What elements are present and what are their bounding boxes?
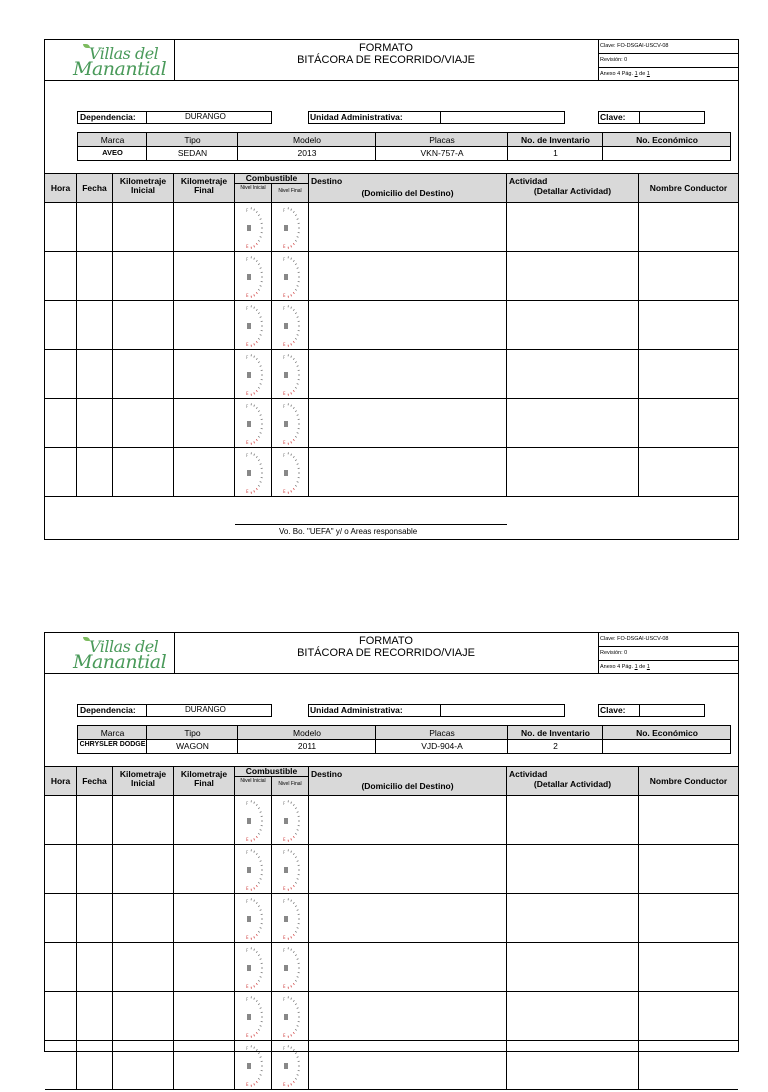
svg-text:E: E — [283, 293, 286, 298]
fuel-gauge-icon — [282, 452, 302, 494]
svg-text:E: E — [246, 935, 249, 940]
divider — [440, 704, 441, 717]
nivel-final-cell[interactable] — [272, 448, 309, 496]
fuel-gauge-icon — [282, 354, 302, 396]
modelo-header: Modelo — [238, 135, 376, 145]
destino-cell[interactable] — [309, 203, 507, 251]
table-row — [45, 943, 738, 992]
destino-cell[interactable] — [309, 796, 507, 844]
svg-text:F: F — [283, 801, 286, 806]
table-row — [45, 1041, 738, 1090]
fuel-gauge-icon — [245, 452, 265, 494]
destino-cell[interactable] — [309, 992, 507, 1040]
form-header — [45, 633, 738, 674]
fuel-gauge-icon — [245, 207, 265, 249]
km-final-cell[interactable] — [174, 1041, 235, 1089]
form-title — [174, 633, 599, 673]
meta-clave: Clave: FO-DSGAI-USCV-08 — [598, 40, 739, 54]
svg-text:F: F — [246, 801, 249, 806]
svg-text:F: F — [246, 899, 249, 904]
conductor-cell[interactable] — [639, 796, 738, 844]
nivel-final-cell[interactable] — [272, 943, 309, 991]
title-line-2: BITÁCORA DE RECORRIDO/VIAJE — [174, 647, 598, 660]
svg-text:E: E — [246, 837, 249, 842]
nivel-final-cell[interactable] — [272, 1041, 309, 1089]
nivel-final-cell[interactable] — [272, 252, 309, 300]
svg-text:F: F — [246, 208, 249, 213]
svg-text:E: E — [283, 1033, 286, 1038]
km-inicial-cell[interactable] — [113, 943, 174, 991]
hora-cell[interactable] — [45, 796, 77, 844]
svg-text:F: F — [246, 1046, 249, 1051]
fuel-gauge-icon — [282, 800, 302, 842]
km-final-cell[interactable] — [174, 845, 235, 893]
trip-log-form-1 — [44, 39, 739, 540]
fecha-cell[interactable] — [77, 796, 113, 844]
placas-header: Placas — [376, 728, 508, 738]
actividad-cell[interactable] — [507, 252, 639, 300]
table-row — [45, 252, 738, 301]
fecha-cell[interactable] — [77, 399, 113, 447]
svg-text:F: F — [283, 850, 286, 855]
nivel-final-cell[interactable] — [272, 894, 309, 942]
title-line-1: FORMATO — [174, 42, 598, 54]
svg-text:E: E — [246, 293, 249, 298]
km-final-cell[interactable] — [174, 399, 235, 447]
table-row — [45, 350, 738, 399]
km-final-cell[interactable] — [174, 943, 235, 991]
km-inicial-header: Kilometraje Inicial — [113, 174, 174, 202]
conductor-cell[interactable] — [639, 845, 738, 893]
actividad-cell[interactable] — [507, 943, 639, 991]
table-row — [45, 845, 738, 894]
km-inicial-cell[interactable] — [113, 894, 174, 942]
svg-text:F: F — [283, 404, 286, 409]
document-meta — [598, 633, 739, 673]
destino-cell[interactable] — [309, 845, 507, 893]
nivel-inicial-cell[interactable] — [235, 350, 272, 398]
nivel-final-header: Nivel Final — [272, 781, 308, 787]
svg-text:E: E — [246, 984, 249, 989]
km-inicial-cell[interactable] — [113, 252, 174, 300]
hora-cell[interactable] — [45, 845, 77, 893]
form-header — [45, 40, 738, 81]
inventario-value: 1 — [508, 148, 603, 158]
log-table-header — [45, 766, 738, 796]
svg-text:F: F — [246, 997, 249, 1002]
svg-text:F: F — [283, 257, 286, 262]
fuel-gauge-icon — [245, 898, 265, 940]
hora-cell[interactable] — [45, 943, 77, 991]
signature-line — [235, 524, 507, 525]
km-final-header: Kilometraje Final — [174, 174, 235, 202]
meta-revision: Revisión: 0 — [598, 647, 739, 661]
fecha-cell[interactable] — [77, 448, 113, 496]
fecha-cell[interactable] — [77, 1041, 113, 1089]
conductor-cell[interactable] — [639, 894, 738, 942]
svg-text:F: F — [246, 948, 249, 953]
logo-line-1: Villas del — [89, 637, 158, 656]
economico-header: No. Económico — [603, 728, 731, 738]
modelo-header: Modelo — [238, 728, 376, 738]
clave-label: Clave: — [600, 112, 626, 122]
nivel-inicial-cell[interactable] — [235, 943, 272, 991]
nivel-final-cell[interactable] — [272, 301, 309, 349]
hora-header: Hora — [45, 174, 77, 202]
hora-cell[interactable] — [45, 1041, 77, 1089]
clave-label: Clave: — [600, 705, 626, 715]
marca-value: AVEO — [78, 148, 147, 157]
svg-text:E: E — [246, 440, 249, 445]
marca-header: Marca — [78, 135, 147, 145]
logo — [45, 40, 175, 80]
meta-anexo: Anexo 4 Pág. 1 de 1 — [598, 661, 739, 674]
fecha-cell[interactable] — [77, 252, 113, 300]
svg-text:F: F — [246, 257, 249, 262]
actividad-header: Actividad (Detallar Actividad) — [507, 174, 639, 202]
nivel-inicial-cell[interactable] — [235, 301, 272, 349]
vehicle-table — [77, 132, 731, 161]
svg-text:E: E — [246, 1082, 249, 1087]
km-inicial-cell[interactable] — [113, 845, 174, 893]
km-inicial-cell[interactable] — [113, 399, 174, 447]
logo-line-1: Villas del — [89, 44, 158, 63]
km-final-cell[interactable] — [174, 894, 235, 942]
hora-cell[interactable] — [45, 992, 77, 1040]
fuel-gauge-icon — [245, 305, 265, 347]
meta-revision: Revisión: 0 — [598, 54, 739, 68]
divider — [639, 704, 640, 717]
table-row — [45, 399, 738, 448]
svg-text:E: E — [246, 244, 249, 249]
inventario-header: No. de Inventario — [508, 135, 603, 145]
nivel-final-cell[interactable] — [272, 399, 309, 447]
destino-cell[interactable] — [309, 1041, 507, 1089]
svg-text:E: E — [246, 391, 249, 396]
nivel-inicial-cell[interactable] — [235, 252, 272, 300]
destino-header: Destino (Domicilio del Destino) — [309, 174, 507, 202]
modelo-value: 2013 — [238, 148, 376, 158]
fecha-cell[interactable] — [77, 992, 113, 1040]
modelo-value: 2011 — [238, 741, 376, 751]
svg-text:E: E — [283, 886, 286, 891]
svg-text:E: E — [283, 837, 286, 842]
destino-header: Destino (Domicilio del Destino) — [309, 767, 507, 795]
svg-text:E: E — [283, 244, 286, 249]
svg-text:E: E — [283, 984, 286, 989]
meta-anexo: Anexo 4 Pág. 1 de 1 — [598, 68, 739, 81]
nivel-final-cell[interactable] — [272, 796, 309, 844]
fuel-gauge-icon — [245, 996, 265, 1038]
conductor-cell[interactable] — [639, 448, 738, 496]
divider — [146, 704, 147, 717]
km-final-header: Kilometraje Final — [174, 767, 235, 795]
svg-text:E: E — [283, 342, 286, 347]
fecha-cell[interactable] — [77, 845, 113, 893]
km-inicial-cell[interactable] — [113, 301, 174, 349]
combustible-header: Combustible Nivel Inicial Nivel Final — [235, 767, 309, 795]
svg-text:F: F — [246, 306, 249, 311]
hora-cell[interactable] — [45, 894, 77, 942]
nivel-final-cell[interactable] — [272, 992, 309, 1040]
divider — [440, 111, 441, 124]
svg-text:E: E — [246, 1033, 249, 1038]
table-row — [45, 203, 738, 252]
actividad-cell[interactable] — [507, 203, 639, 251]
table-row — [45, 894, 738, 943]
meta-clave: Clave: FO-DSGAI-USCV-08 — [598, 633, 739, 647]
svg-text:F: F — [246, 404, 249, 409]
conductor-cell[interactable] — [639, 301, 738, 349]
inventario-header: No. de Inventario — [508, 728, 603, 738]
actividad-cell[interactable] — [507, 399, 639, 447]
destino-cell[interactable] — [309, 943, 507, 991]
fuel-gauge-icon — [282, 996, 302, 1038]
actividad-cell[interactable] — [507, 350, 639, 398]
conductor-cell[interactable] — [639, 1041, 738, 1089]
actividad-header: Actividad (Detallar Actividad) — [507, 767, 639, 795]
conductor-cell[interactable] — [639, 943, 738, 991]
km-inicial-cell[interactable] — [113, 796, 174, 844]
svg-text:E: E — [283, 489, 286, 494]
combustible-header: Combustible Nivel Inicial Nivel Final — [235, 174, 309, 202]
tipo-value: SEDAN — [147, 148, 238, 158]
svg-text:F: F — [246, 355, 249, 360]
form-title — [174, 40, 599, 80]
tipo-header: Tipo — [147, 135, 238, 145]
fuel-gauge-icon — [245, 354, 265, 396]
placas-header: Placas — [376, 135, 508, 145]
km-final-cell[interactable] — [174, 992, 235, 1040]
nivel-final-cell[interactable] — [272, 203, 309, 251]
fecha-cell[interactable] — [77, 301, 113, 349]
km-inicial-cell[interactable] — [113, 448, 174, 496]
dependencia-label: Dependencia: — [80, 705, 136, 715]
actividad-cell[interactable] — [507, 448, 639, 496]
fuel-gauge-icon — [245, 849, 265, 891]
actividad-cell[interactable] — [507, 992, 639, 1040]
signature-label: Vo. Bo. "UEFA" y/ o Areas responsable — [279, 527, 417, 536]
destino-cell[interactable] — [309, 350, 507, 398]
fuel-gauge-icon — [245, 1045, 265, 1087]
km-inicial-header: Kilometraje Inicial — [113, 767, 174, 795]
hora-cell[interactable] — [45, 399, 77, 447]
unidad-label: Unidad Administrativa: — [310, 112, 403, 122]
nivel-inicial-cell[interactable] — [235, 448, 272, 496]
conductor-cell[interactable] — [639, 203, 738, 251]
svg-text:F: F — [283, 997, 286, 1002]
svg-text:E: E — [283, 1082, 286, 1087]
nivel-final-header: Nivel Final — [272, 188, 308, 194]
destino-cell[interactable] — [309, 399, 507, 447]
km-inicial-cell[interactable] — [113, 203, 174, 251]
title-line-2: BITÁCORA DE RECORRIDO/VIAJE — [174, 54, 598, 67]
inventario-value: 2 — [508, 741, 603, 751]
hora-cell[interactable] — [45, 301, 77, 349]
nivel-final-cell[interactable] — [272, 845, 309, 893]
trip-log-form-2 — [44, 632, 739, 1052]
fuel-gauge-icon — [282, 1045, 302, 1087]
fuel-gauge-icon — [282, 207, 302, 249]
nivel-inicial-cell[interactable] — [235, 399, 272, 447]
km-inicial-cell[interactable] — [113, 350, 174, 398]
title-line-1: FORMATO — [174, 635, 598, 647]
destino-cell[interactable] — [309, 448, 507, 496]
svg-text:F: F — [283, 1046, 286, 1051]
fuel-gauge-icon — [245, 947, 265, 989]
table-row — [45, 796, 738, 845]
actividad-cell[interactable] — [507, 301, 639, 349]
divider — [146, 111, 147, 124]
dependencia-value: DURANGO — [185, 112, 226, 121]
svg-text:E: E — [283, 935, 286, 940]
actividad-cell[interactable] — [507, 1041, 639, 1089]
hora-header: Hora — [45, 767, 77, 795]
fuel-gauge-icon — [282, 256, 302, 298]
document-meta — [598, 40, 739, 80]
logo-line-2: Manantial — [73, 651, 166, 673]
km-final-cell[interactable] — [174, 301, 235, 349]
fecha-cell[interactable] — [77, 203, 113, 251]
svg-text:F: F — [283, 208, 286, 213]
fuel-gauge-icon — [282, 849, 302, 891]
nivel-inicial-cell[interactable] — [235, 203, 272, 251]
fuel-gauge-icon — [245, 256, 265, 298]
tipo-header: Tipo — [147, 728, 238, 738]
nivel-inicial-header: Nivel Inicial — [235, 185, 271, 191]
logo — [45, 633, 175, 673]
hora-cell[interactable] — [45, 350, 77, 398]
destino-cell[interactable] — [309, 894, 507, 942]
fuel-gauge-icon — [282, 947, 302, 989]
tipo-value: WAGON — [147, 741, 238, 751]
nivel-final-cell[interactable] — [272, 350, 309, 398]
svg-text:F: F — [283, 355, 286, 360]
conductor-header: Nombre Conductor — [639, 767, 738, 795]
fuel-gauge-icon — [282, 403, 302, 445]
svg-text:E: E — [246, 489, 249, 494]
svg-text:F: F — [246, 453, 249, 458]
conductor-cell[interactable] — [639, 350, 738, 398]
conductor-header: Nombre Conductor — [639, 174, 738, 202]
svg-text:F: F — [283, 899, 286, 904]
hora-cell[interactable] — [45, 203, 77, 251]
actividad-cell[interactable] — [507, 894, 639, 942]
logo-line-2: Manantial — [73, 58, 166, 80]
nivel-inicial-cell[interactable] — [235, 845, 272, 893]
divider — [639, 111, 640, 124]
table-row — [45, 301, 738, 350]
economico-header: No. Económico — [603, 135, 731, 145]
fecha-header: Fecha — [77, 174, 113, 202]
table-row — [45, 992, 738, 1041]
nivel-inicial-cell[interactable] — [235, 992, 272, 1040]
dependencia-value: DURANGO — [185, 705, 226, 714]
conductor-cell[interactable] — [639, 992, 738, 1040]
hora-cell[interactable] — [45, 448, 77, 496]
fuel-gauge-icon — [282, 305, 302, 347]
fecha-header: Fecha — [77, 767, 113, 795]
hora-cell[interactable] — [45, 252, 77, 300]
vehicle-table — [77, 725, 731, 754]
svg-text:F: F — [246, 850, 249, 855]
actividad-cell[interactable] — [507, 845, 639, 893]
km-final-cell[interactable] — [174, 350, 235, 398]
svg-text:F: F — [283, 453, 286, 458]
km-inicial-cell[interactable] — [113, 1041, 174, 1089]
placas-value: VJD-904-A — [376, 741, 508, 751]
svg-text:F: F — [283, 948, 286, 953]
destino-cell[interactable] — [309, 252, 507, 300]
conductor-cell[interactable] — [639, 252, 738, 300]
fecha-cell[interactable] — [77, 943, 113, 991]
km-final-cell[interactable] — [174, 448, 235, 496]
km-inicial-cell[interactable] — [113, 992, 174, 1040]
fuel-gauge-icon — [245, 800, 265, 842]
km-final-cell[interactable] — [174, 796, 235, 844]
actividad-cell[interactable] — [507, 796, 639, 844]
conductor-cell[interactable] — [639, 399, 738, 447]
nivel-inicial-cell[interactable] — [235, 796, 272, 844]
fuel-gauge-icon — [282, 898, 302, 940]
table-row — [45, 448, 738, 497]
destino-cell[interactable] — [309, 301, 507, 349]
fuel-gauge-icon — [245, 403, 265, 445]
fecha-cell[interactable] — [77, 350, 113, 398]
svg-text:E: E — [246, 886, 249, 891]
svg-text:E: E — [246, 342, 249, 347]
nivel-inicial-header: Nivel Inicial — [235, 778, 271, 784]
nivel-inicial-cell[interactable] — [235, 1041, 272, 1089]
dependencia-label: Dependencia: — [80, 112, 136, 122]
marca-header: Marca — [78, 728, 147, 738]
unidad-label: Unidad Administrativa: — [310, 705, 403, 715]
placas-value: VKN-757-A — [376, 148, 508, 158]
marca-value: CHRYSLER DODGE — [78, 741, 147, 748]
svg-text:E: E — [283, 440, 286, 445]
svg-text:F: F — [283, 306, 286, 311]
svg-text:E: E — [283, 391, 286, 396]
nivel-inicial-cell[interactable] — [235, 894, 272, 942]
km-final-cell[interactable] — [174, 203, 235, 251]
km-final-cell[interactable] — [174, 252, 235, 300]
log-table-header — [45, 173, 738, 203]
fecha-cell[interactable] — [77, 894, 113, 942]
